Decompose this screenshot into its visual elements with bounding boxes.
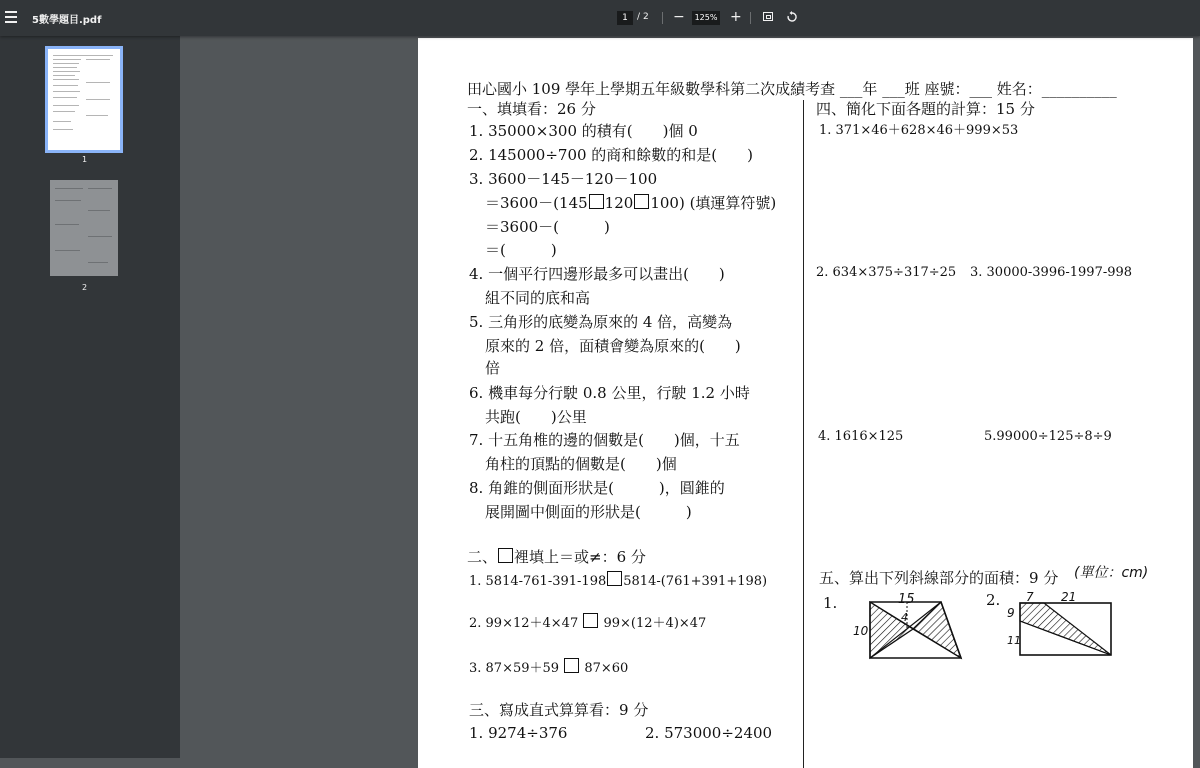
section-4-title: 四、簡化下面各題的計算：15 分 — [816, 100, 1035, 118]
section-3-title: 三、寫成直式算算看：9 分 — [469, 701, 649, 719]
thumbnail-page-2[interactable] — [50, 180, 118, 276]
zoom-level-input[interactable]: 125% — [692, 11, 720, 25]
unit-note: (單位：cm) — [1074, 565, 1149, 581]
zoom-in-button[interactable]: + — [730, 9, 742, 25]
section-1-title: 一、填填看：26 分 — [467, 100, 596, 118]
question-text: 原來的 2 倍，面積會變為原來的( ) — [485, 337, 741, 355]
question-text: ＝3600－(145 120 100) (填運算符號) — [485, 194, 777, 212]
answer-box — [607, 571, 622, 586]
thumbnail-page-1[interactable] — [48, 49, 120, 150]
question-text: 展開圖中側面的形狀是( ) — [485, 503, 692, 521]
thumbnail-sidebar — [0, 36, 180, 758]
answer-box — [564, 658, 579, 673]
question-text: 3. 87×59＋59 87×60 — [469, 658, 628, 678]
question-text: 1. 35000×300 的積有( )個 0 — [469, 122, 698, 140]
figure-label: 2. — [986, 591, 1001, 609]
thumbnail-label: 1 — [82, 155, 88, 164]
page-separator: / — [637, 12, 641, 22]
page-number-input[interactable]: 1 — [617, 11, 633, 25]
dimension-label: 11 — [1007, 634, 1021, 647]
answer-box — [589, 194, 604, 209]
figure-label: 1. — [823, 594, 838, 612]
pdf-toolbar — [0, 0, 1200, 36]
exam-header: 田心國小 109 學年上學期五年級數學科第二次成績考查 ___年 ___班 座號：___ 姓名：__________ — [467, 80, 1117, 98]
menu-icon[interactable] — [5, 11, 17, 23]
dimension-label: 4 — [901, 611, 908, 624]
question-text: 5.99000÷125÷8÷9 — [984, 429, 1112, 444]
toolbar-divider — [750, 12, 751, 24]
toolbar-divider — [662, 12, 663, 24]
answer-box — [498, 548, 513, 563]
dimension-label: 10 — [853, 624, 869, 638]
question-text: 共跑( )公里 — [485, 408, 587, 426]
question-text: 2. 573000÷2400 — [645, 724, 773, 742]
section-2-title: 二、 裡填上＝或≠：6 分 — [467, 548, 646, 566]
question-text: 角柱的頂點的個數是( )個 — [485, 455, 677, 473]
question-text: 2. 145000÷700 的商和餘數的和是( ) — [469, 146, 754, 164]
answer-box — [583, 613, 598, 628]
question-text: ＝3600－( ) — [485, 218, 610, 236]
zoom-out-button[interactable]: − — [673, 9, 685, 25]
section-5-title: 五、算出下列斜線部分的面積：9 分 — [819, 569, 1059, 587]
answer-box — [634, 194, 649, 209]
question-text: 3. 30000-3996-1997-998 — [970, 265, 1133, 280]
question-text: 5. 三角形的底變為原來的 4 倍，高變為 — [469, 313, 733, 331]
dimension-label: 15 — [898, 592, 915, 607]
dimension-label: 7 — [1026, 590, 1034, 604]
file-name: 5數學題目.pdf — [32, 15, 102, 26]
question-text: 1. 5814-761-391-198 5814-(761+391+198) — [469, 571, 767, 591]
question-text: 組不同的底和高 — [485, 289, 591, 307]
question-text: 4. 1616×125 — [818, 429, 904, 444]
question-text: 2. 634×375÷317÷25 — [816, 265, 957, 280]
question-text: 7. 十五角椎的邊的個數是( )個，十五 — [469, 431, 740, 449]
question-text: 倍 — [485, 359, 501, 377]
dimension-label: 21 — [1061, 590, 1077, 604]
total-pages: 2 — [643, 12, 649, 22]
question-text: 3. 3600－145－120－100 — [469, 170, 658, 188]
question-text: 1. 371×46＋628×46＋999×53 — [819, 123, 1019, 138]
question-text: 6. 機車每分行駛 0.8 公里，行駛 1.2 小時 — [469, 384, 750, 402]
question-text: 4. 一個平行四邊形最多可以畫出( ) — [469, 265, 725, 283]
dimension-label: 9 — [1007, 606, 1015, 620]
column-divider — [803, 100, 804, 768]
question-text: 1. 9274÷376 — [469, 724, 568, 742]
thumbnail-label: 2 — [82, 283, 88, 292]
question-text: 2. 99×12＋4×47 99×(12＋4)×47 — [469, 613, 706, 633]
rotate-icon[interactable] — [786, 11, 798, 23]
fit-page-icon[interactable] — [763, 12, 773, 21]
question-text: ＝( ) — [485, 241, 557, 259]
question-text: 8. 角錐的側面形狀是( )，圓錐的 — [469, 479, 725, 497]
pdf-page — [418, 38, 1193, 768]
